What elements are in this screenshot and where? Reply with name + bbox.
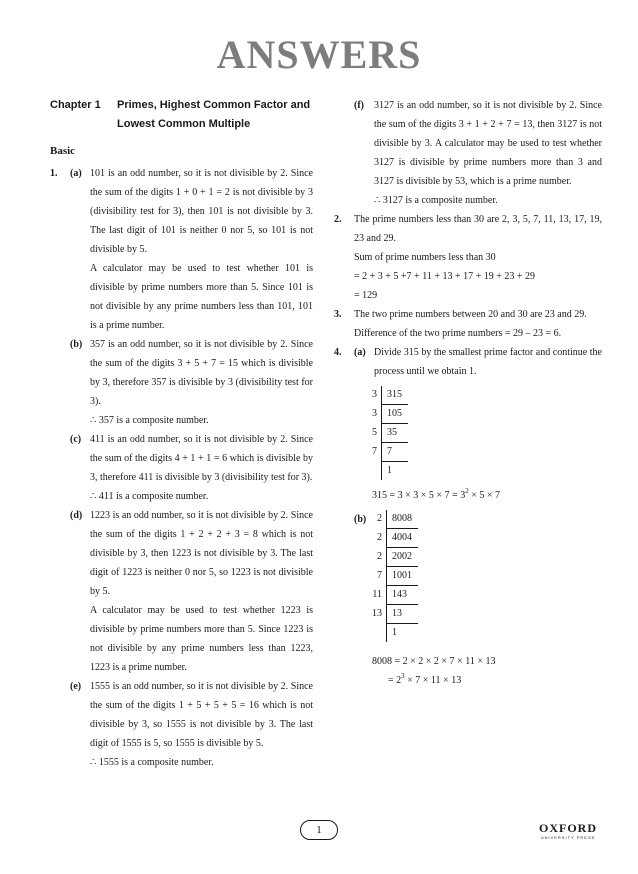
part-label: (d) — [70, 510, 83, 521]
quotient: 1 — [392, 627, 397, 638]
paragraph: 3127 is an odd number, so it is not divisible by 2. Since the sum of the digits 3 + 1 + 2 + 7 = 13, then 3127 is not divisible by 3. A calculator may be used to test whether 3127 is divisible by prime numbers more than 3 and 3127 is divisible by 53, which is a prime number. — [374, 100, 602, 187]
line: = 129 — [354, 290, 378, 301]
conclusion: ∴ 357 is a composite number. — [90, 415, 209, 426]
question-number: 3. — [334, 309, 342, 320]
quotient: 315 — [382, 386, 409, 405]
conclusion: ∴ 3127 is a composite number. — [374, 195, 498, 206]
question-body — [354, 210, 602, 305]
part-label: (c) — [70, 434, 82, 445]
part-e — [70, 677, 313, 772]
divisor: 3 — [372, 386, 382, 405]
question-number: 2. — [334, 214, 342, 225]
part-body — [374, 96, 602, 210]
question-4 — [334, 343, 602, 690]
result-tail: × 7 × 11 × 13 — [404, 675, 462, 686]
question-1 — [50, 164, 313, 772]
factorization-result-a — [354, 486, 602, 505]
part-b — [70, 335, 313, 430]
ladder-row — [372, 405, 408, 424]
paragraph: 1555 is an odd number, so it is not divisible by 2. Since the sum of the digits 1 + 5 + 5 + 5 = 16 which is not divisible by 3, so 1555 is not divisible by 3. The last digit of 1555 is 5, so 1555 is divisible by 5. — [90, 681, 313, 749]
division-ladder-b — [372, 510, 418, 642]
quotient: 143 — [387, 586, 419, 605]
part-a — [354, 343, 602, 381]
paragraph: A calculator may be used to test whether 1223 is divisible by prime numbers more than 5. Since 1223 is not divisible by any prime numbers less than 1223, 1223 is a prime number. — [90, 605, 313, 673]
divisor: 2 — [372, 510, 387, 529]
ladder-row — [372, 443, 408, 462]
line: = 2 + 3 + 5 +7 + 11 + 13 + 17 + 19 + 23 + 29 — [354, 271, 536, 282]
publisher-name: OXFORD — [539, 821, 597, 835]
page-number: 1 — [300, 820, 338, 840]
part-c — [70, 430, 313, 506]
quotient: 13 — [387, 605, 419, 624]
result-exponent: 3 — [401, 672, 405, 680]
divisor — [372, 624, 387, 643]
ladder-row — [372, 624, 418, 643]
divisor: 7 — [372, 443, 382, 462]
question-number: 4. — [334, 347, 342, 358]
line: Sum of prime numbers less than 30 — [354, 252, 496, 263]
publisher-subtitle: UNIVERSITY PRESS — [540, 835, 596, 840]
divisor: 5 — [372, 424, 382, 443]
question-3 — [334, 305, 602, 343]
quotient: 2002 — [387, 548, 419, 567]
question-body — [354, 343, 602, 690]
ladder-row — [372, 386, 408, 405]
part-label: (f) — [354, 100, 364, 111]
ladder-row — [372, 462, 408, 481]
divisor — [372, 462, 382, 481]
quotient: 8008 — [387, 510, 419, 529]
question-number: 1. — [50, 168, 58, 179]
paragraph: A calculator may be used to test whether 101 is divisible by prime numbers more than 5. Since 101 is not divisible by any prime numbers less than 101, 101 is a prime number. — [90, 263, 313, 331]
part-body — [374, 343, 602, 381]
quotient: 105 — [382, 405, 409, 424]
paragraph: The prime numbers less than 30 are 2, 3, 5, 7, 11, 13, 17, 19, 23 and 29. — [354, 214, 602, 244]
paragraph: 411 is an odd number, so it is not divisible by 2. Since the sum of the digits 4 + 1 + 1 = 6 which is divisible by 3, therefore 411 is divisible by 3 (divisibility test for 3). — [90, 434, 313, 483]
part-body — [90, 164, 313, 335]
result-base: = 2 — [388, 675, 402, 686]
chapter-title: Primes, Highest Common Factor and Lowest Common Multiple — [117, 99, 311, 130]
page-title: ANSWERS — [216, 32, 422, 77]
result-exponent: 2 — [465, 487, 469, 495]
part-label: (b) — [70, 339, 83, 350]
part-body — [90, 430, 313, 506]
left-column — [50, 96, 313, 772]
divisor: 3 — [372, 405, 382, 424]
publisher-logo — [528, 822, 608, 841]
paragraph: The two prime numbers between 20 and 30 are 23 and 29. — [354, 309, 587, 320]
line: Difference of the two prime numbers = 29 – 23 = 6. — [354, 328, 562, 339]
division-ladder-a — [372, 386, 408, 480]
factorization-result-b-line2 — [354, 671, 602, 690]
conclusion: ∴ 1555 is a composite number. — [90, 757, 214, 768]
quotient: 7 — [382, 443, 409, 462]
part-label: (a) — [354, 347, 366, 358]
ladder-row — [372, 586, 418, 605]
factorization-result-b: 8008 = 2 × 2 × 2 × 7 × 11 × 13 — [372, 656, 496, 667]
divisor: 2 — [372, 548, 387, 567]
divisor: 13 — [372, 605, 387, 624]
chapter-number: Chapter 1 — [50, 99, 101, 111]
result-tail: × 5 × 7 — [468, 490, 500, 501]
quotient: 35 — [382, 424, 409, 443]
divisor: 11 — [372, 586, 387, 605]
quotient: 1001 — [387, 567, 419, 586]
paragraph: 357 is an odd number, so it is not divisible by 2. Since the sum of the digits 3 + 5 + 7 = 15 which is divisible by 3, therefore 357 is divisible by 3 (divisibility test for 3). — [90, 339, 313, 407]
part-d — [70, 506, 313, 677]
ladder-row — [372, 548, 418, 567]
chapter-heading — [50, 96, 313, 134]
question-body — [354, 305, 602, 343]
part-b — [354, 505, 602, 646]
part-label: (b) — [354, 514, 367, 525]
ladder-row — [372, 510, 418, 529]
part-body — [90, 677, 313, 772]
ladder-row — [372, 529, 418, 548]
quotient: 4004 — [387, 529, 419, 548]
section-heading: Basic — [50, 145, 76, 157]
ladder-row — [372, 424, 408, 443]
part-label: (e) — [70, 681, 82, 692]
question-body — [70, 164, 313, 772]
divisor: 7 — [372, 567, 387, 586]
paragraph: 1223 is an odd number, so it is not divisible by 2. Since the sum of the digits 1 + 2 + 2 + 3 = 8 which is not divisible by 3, then 1223 is not divisible by 3. The last digit of 1223 is neither 0 nor 5, so 1223 is not divisible by 5. — [90, 510, 313, 597]
quotient: 1 — [387, 465, 392, 476]
question-1-continued — [334, 96, 602, 210]
paragraph: Divide 315 by the smallest prime factor and continue the process until we obtain 1. — [374, 347, 602, 377]
paragraph: 101 is an odd number, so it is not divisible by 2. Since the sum of the digits 1 + 0 + 1 = 2 is not divisible by 3 (divisibility test for 3), then 101 is not divisible by 3. The last digit of 101 is neither 0 nor 5, so 101 is not divisible by 5. — [90, 168, 313, 255]
part-a — [70, 164, 313, 335]
part-body — [90, 506, 313, 677]
question-2 — [334, 210, 602, 305]
result-base: 315 = 3 × 3 × 5 × 7 = 3 — [372, 490, 466, 501]
ladder-row — [372, 567, 418, 586]
part-f — [354, 96, 602, 210]
divisor: 2 — [372, 529, 387, 548]
part-label: (a) — [70, 168, 82, 179]
conclusion: ∴ 411 is a composite number. — [90, 491, 209, 502]
right-column — [334, 96, 602, 690]
ladder-row — [372, 605, 418, 624]
part-body — [90, 335, 313, 430]
